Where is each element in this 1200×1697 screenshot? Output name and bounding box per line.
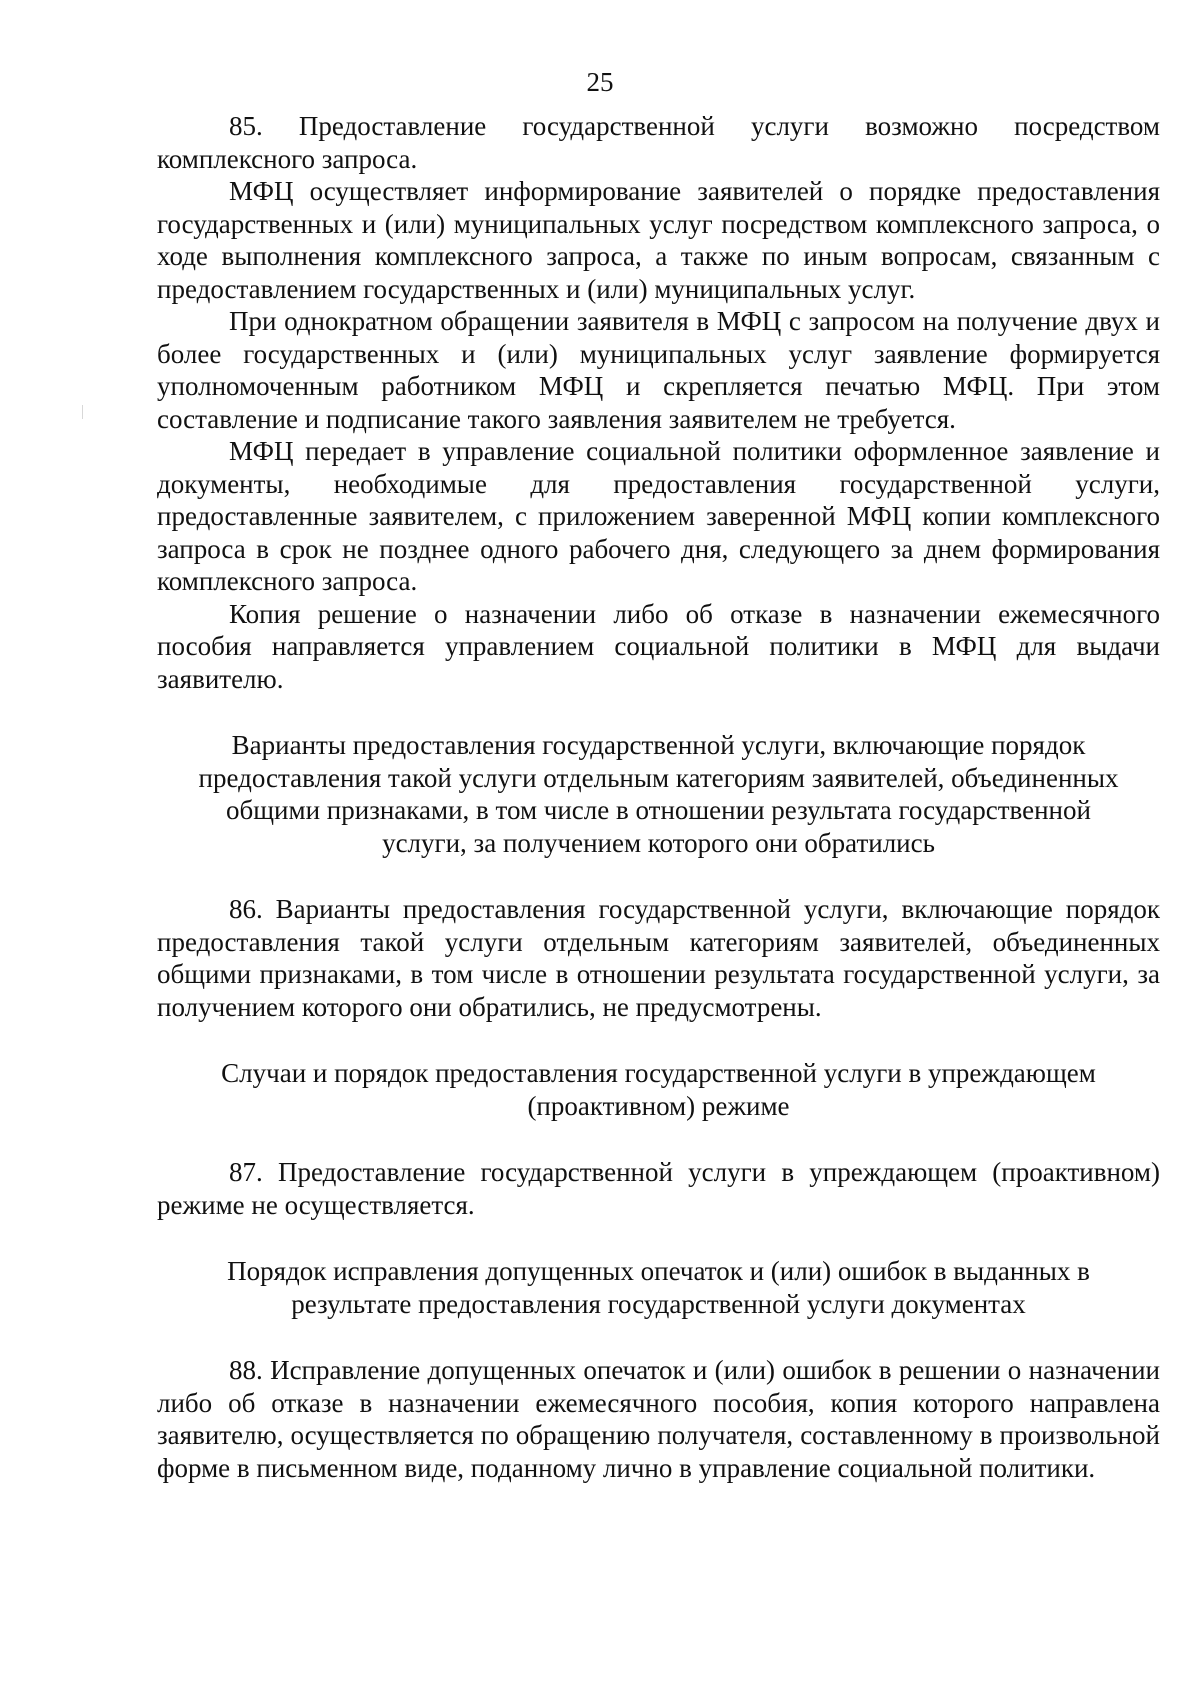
margin-mark: [82, 405, 83, 419]
document-body: [157, 110, 1160, 1484]
paragraph-87: 87. Предоставление государственной услуги в упреждающем (проактивном) режиме не осуществляется.: [157, 1157, 1160, 1220]
section-heading-variants: Варианты предоставления государственной услуги, включающие порядок предоставления такой услуги отдельным категориям заявителей, объединенных общими признаками, в том числе в отношении результата государственной услуги, за получением которого они обратились: [198, 730, 1119, 858]
paragraph-85-2: МФЦ осуществляет информирование заявителей о порядке предоставления государственных и (или) муниципальных услуг посредством комплексного запроса, о ходе выполнения комплексного запроса, а также по иным вопросам, связанным с предоставлением государственных и (или) муниципальных услуг.: [157, 176, 1160, 304]
page-number: 25: [586, 67, 614, 97]
section-heading-corrections: Порядок исправления допущенных опечаток и (или) ошибок в выданных в результате предоставления государственной услуги документах: [227, 1256, 1090, 1319]
paragraph-85-4: МФЦ передает в управление социальной политики оформленное заявление и документы, необходимые для предоставления государственной услуги, предоставленные заявителем, с приложением заверенной МФЦ копии комплексного запроса в срок не позднее одного рабочего дня, следующего за днем формирования комплексного запроса.: [157, 436, 1160, 596]
section-heading-proactive: Случаи и порядок предоставления государственной услуги в упреждающем (проактивном) режиме: [221, 1058, 1096, 1121]
paragraph-85-1: 85. Предоставление государственной услуги возможно посредством комплексного запроса.: [157, 111, 1160, 174]
paragraph-85-5: Копия решение о назначении либо об отказе в назначении ежемесячного пособия направляется управлением социальной политики в МФЦ для выдачи заявителю.: [157, 598, 1160, 694]
paragraph-86: 86. Варианты предоставления государственной услуги, включающие порядок предоставления такой услуги отдельным категориям заявителей, объединенных общими признаками, в том числе в отношении результата государственной услуги, за получением которого они обратились, не предусмотрены.: [157, 894, 1160, 1022]
paragraph-88: 88. Исправление допущенных опечаток и (или) ошибок в решении о назначении либо об отказе в назначении ежемесячного пособия, копия которого направлена заявителю, осуществляется по обращению получателя, составленному в произвольной форме в письменном виде, поданному лично в управление социальной политики.: [157, 1355, 1160, 1483]
paragraph-85-3: При однократном обращении заявителя в МФЦ с запросом на получение двух и более государственных и (или) муниципальных услуг заявление формируется уполномоченным работником МФЦ и скрепляется печатью МФЦ. При этом составление и подписание такого заявления заявителем не требуется.: [157, 306, 1160, 434]
